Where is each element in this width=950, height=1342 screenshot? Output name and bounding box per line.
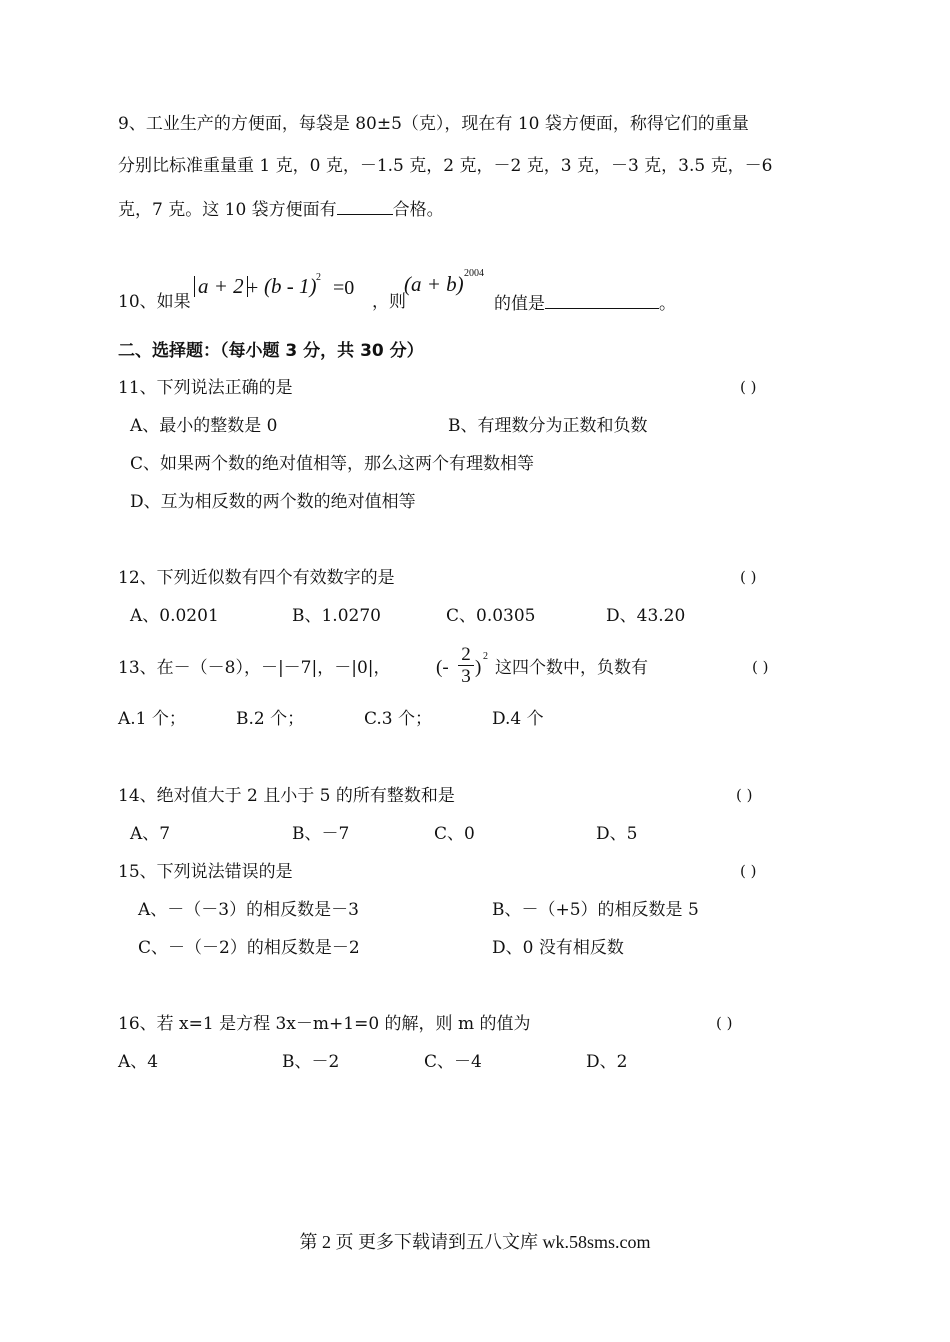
q12-option-b[interactable]: B、1.0270 [292,606,381,626]
q15-option-b[interactable]: B、－（+5）的相反数是 5 [492,900,699,920]
q15-option-c[interactable]: C、－（－2）的相反数是－2 [138,938,360,958]
q13-option-b[interactable]: B.2 个； [236,709,305,729]
q16-answer-paren[interactable]: ( ) [716,1014,733,1032]
q16-option-c[interactable]: C、－4 [424,1052,482,1072]
q10-plus: + [247,277,259,299]
q13-numerator: 2 [461,644,471,665]
q14-stem: 14、绝对值大于 2 且小于 5 的所有整数和是 [118,786,455,806]
page-footer: 第 2 页 更多下载请到五八文库 wk.58sms.com [299,1232,651,1252]
q10-suffix [494,294,676,313]
q13-exponent: 2 [483,651,488,662]
q13-frac-close: ) [475,657,482,678]
q9-line3 [118,200,444,219]
q14-option-c[interactable]: C、0 [434,824,475,844]
q16-stem: 16、若 x=1 是方程 3x－m+1=0 的解，则 m 的值为 [118,1014,531,1034]
q13-option-d[interactable]: D.4 个 [492,709,544,729]
q13-option-a[interactable]: A.1 个； [118,709,186,729]
q10-ab-expression: (a + b) [404,272,464,296]
q13-denominator: 3 [458,665,474,687]
q15-option-d[interactable]: D、0 没有相反数 [492,938,624,958]
q10-equals-zero: =0 [333,277,355,299]
q10-then: ，则 [372,292,406,312]
q11-option-b[interactable]: B、有理数分为正数和负数 [448,416,648,436]
q9-line3-text: 克，7 克。这 10 袋方便面有 [118,200,337,220]
q12-option-a[interactable]: A、0.0201 [130,606,219,626]
q11-option-a[interactable]: A、最小的整数是 0 [130,416,278,436]
q16-option-a[interactable]: A、4 [118,1052,159,1072]
q10-suffix-text: 的值是 [494,294,545,314]
q13-stem-start: 13、在－（－8），－|－7|，－|0|， [118,658,391,678]
section-2-title: 二、选择题：（每小题 3 分，共 30 分） [118,341,424,361]
q16-option-b[interactable]: B、－2 [282,1052,340,1072]
q12-option-d[interactable]: D、43.20 [606,606,686,626]
q14-option-a[interactable]: A、7 [130,824,171,844]
q11-answer-paren[interactable]: ( ) [740,378,757,396]
q13-stem-end: 这四个数中，负数有 [495,658,648,678]
q11-option-c[interactable]: C、如果两个数的绝对值相等，那么这两个有理数相等 [130,454,535,474]
q14-answer-paren[interactable]: ( ) [736,786,753,804]
q10-abs-expression: a + 2 [194,276,248,297]
q9-line2: 分别比标准重量重 1 克，0 克，－1.5 克，2 克，－2 克，3 克，－3 克，3.5 克，－6 [118,156,773,176]
q13-frac-open: (- [436,657,449,678]
q10-answer-blank[interactable] [545,294,659,309]
q9-line1: 9、工业生产的方便面，每袋是 80±5（克），现在有 10 袋方便面，称得它们的重量 [118,114,749,134]
q13-option-c[interactable]: C.3 个； [364,709,433,729]
q12-answer-paren[interactable]: ( ) [740,568,757,586]
q10-exponent-2: 2 [316,272,321,283]
q11-stem: 11、下列说法正确的是 [118,378,293,398]
q15-option-a[interactable]: A、－（－3）的相反数是－3 [138,900,359,920]
q15-stem: 15、下列说法错误的是 [118,862,293,882]
q13-fraction [458,644,474,687]
q14-option-d[interactable]: D、5 [596,824,638,844]
q16-option-d[interactable]: D、2 [586,1052,628,1072]
q10-exponent-2004: 2004 [464,268,484,279]
q9-line3-end: 合格。 [392,200,444,220]
q9-answer-blank[interactable] [337,200,393,215]
q10-paren-expression: (b - 1) [264,274,317,298]
q14-option-b[interactable]: B、－7 [292,824,350,844]
q15-answer-paren[interactable]: ( ) [740,862,757,880]
q13-answer-paren[interactable]: ( ) [752,658,769,676]
q10-prefix: 10、如果 [118,292,191,312]
q12-stem: 12、下列近似数有四个有效数字的是 [118,568,395,588]
q12-option-c[interactable]: C、0.0305 [446,606,536,626]
q10-suffix-end: 。 [659,294,676,314]
q11-option-d[interactable]: D、互为相反数的两个数的绝对值相等 [130,492,416,512]
